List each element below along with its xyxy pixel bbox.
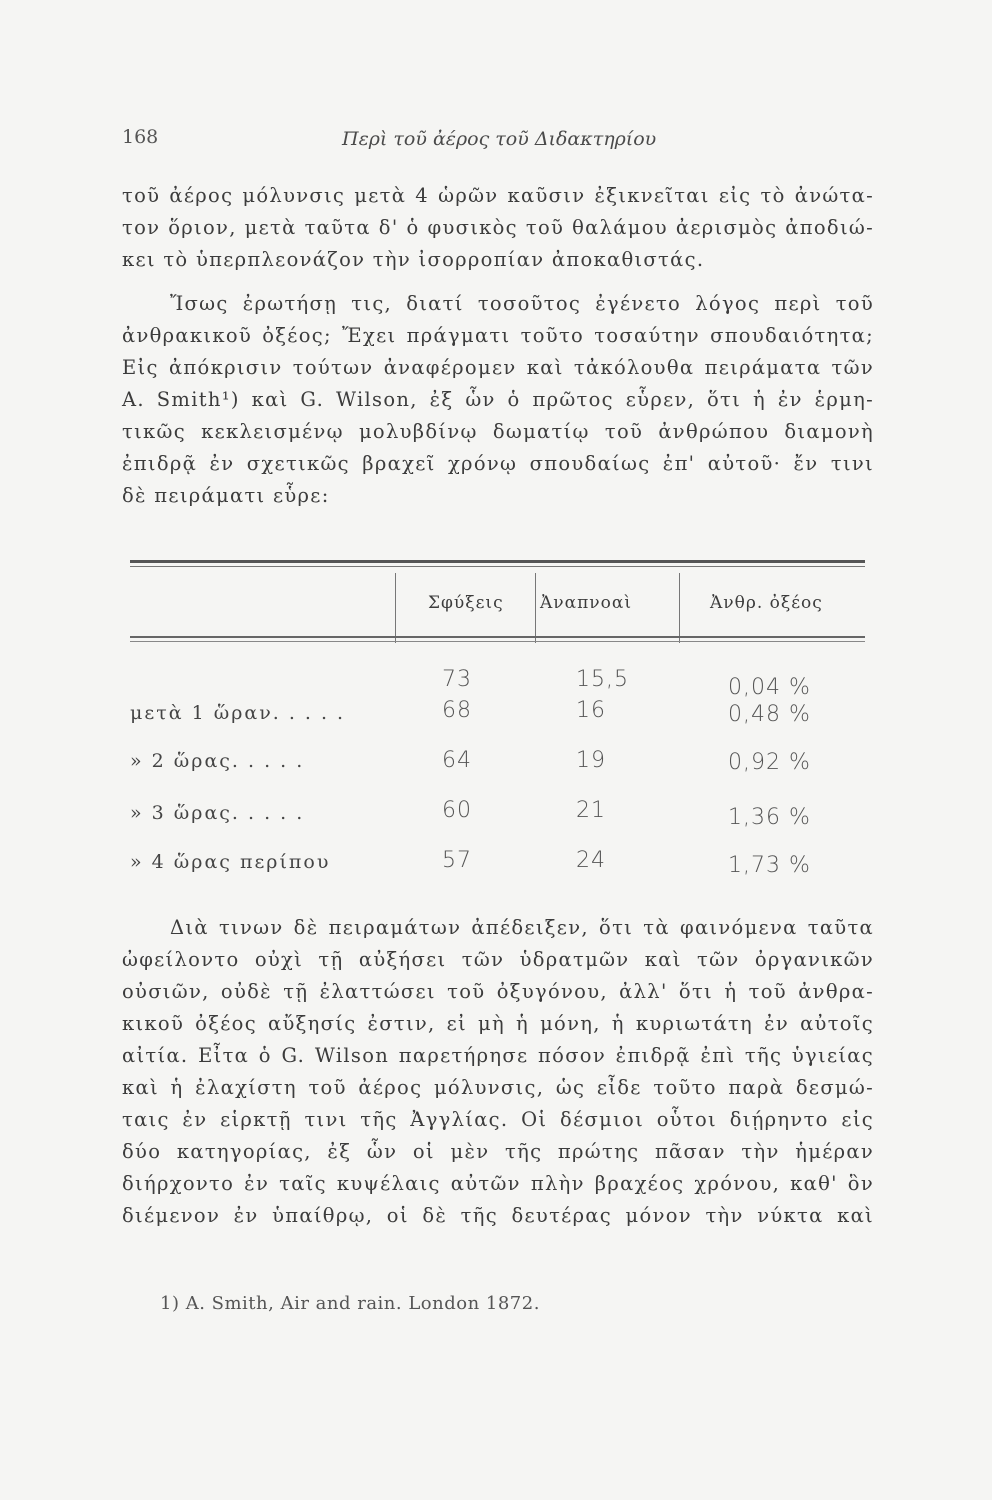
text-line: ὠφείλοντο οὐχὶ τῇ αὐξήσει τῶν ὑδρατμῶν καὶ τῶν ὀργανικῶν — [122, 948, 874, 971]
text-line: διέμενον ἐν ὑπαίθρῳ, οἱ δὲ τῆς δευτέρας μόνον τὴν νύκτα καὶ — [122, 1204, 874, 1227]
row-label: » 3 ὥρας. . . . . — [130, 802, 305, 824]
pulse-value: 73 — [442, 667, 472, 692]
text-line: αἰτία. Εἶτα ὁ G. Wilson παρετήρησε πόσον ἐπιδρᾷ ἐπὶ τῆς ὑγιείας — [122, 1044, 874, 1067]
pulse-value: 57 — [442, 848, 472, 873]
paragraph-1 — [122, 180, 874, 276]
table-rule — [130, 566, 865, 567]
pulse-value: 68 — [442, 698, 472, 723]
co2-value: 0,04 % — [728, 675, 811, 700]
paragraph-3 — [122, 912, 874, 1232]
text-line: οὐσιῶν, οὐδὲ τῇ ἐλαττώσει τοῦ ὀξυγόνου, ἀλλ' ὅτι ἡ τοῦ ἀνθρα- — [122, 980, 874, 1003]
column-divider — [535, 573, 536, 643]
breaths-value: 16 — [576, 698, 606, 723]
text-line: κει τὸ ὑπερπλεονάζον τὴν ἰσορροπίαν ἀποκαθιστάς. — [122, 248, 705, 271]
co2-value: 0,48 % — [728, 702, 811, 727]
footnote: 1) A. Smith, Air and rain. London 1872. — [160, 1293, 540, 1314]
breaths-value: 19 — [576, 748, 606, 773]
row-label: μετὰ 1 ὥραν. . . . . — [130, 702, 346, 724]
breaths-value: 24 — [576, 848, 606, 873]
data-table — [130, 555, 865, 895]
text-line: τοῦ ἀέρος μόλυνσις μετὰ 4 ὡρῶν καῦσιν ἐξικνεῖται εἰς τὸ ἀνώτα- — [122, 184, 874, 207]
text-line: Ἴσως ἐρωτήσῃ τις, διατί τοσοῦτος ἐγένετο λόγος περὶ τοῦ — [170, 292, 874, 315]
text-line: A. Smith¹) καὶ G. Wilson, ἐξ ὧν ὁ πρῶτος εὗρεν, ὅτι ἡ ἐν ἑρμη- — [122, 388, 874, 411]
breaths-value: 15,5 — [576, 667, 629, 692]
co2-value: 1,36 % — [728, 805, 811, 830]
text-line: τικῶς κεκλεισμένῳ μολυβδίνῳ δωματίῳ τοῦ ἀνθρώπου διαμονὴ — [122, 420, 874, 443]
co2-value: 1,73 % — [728, 853, 811, 878]
breaths-value: 21 — [576, 798, 606, 823]
pulse-value: 64 — [442, 748, 472, 773]
column-header-breaths: Ἀναπνοαὶ — [540, 593, 632, 613]
table-rule — [130, 560, 865, 563]
text-line: δὲ πειράματι εὗρε: — [122, 484, 330, 507]
column-header-pulse: Σφύξεις — [428, 593, 504, 613]
pulse-value: 60 — [442, 798, 472, 823]
text-line: ἀνθρακικοῦ ὀξέος; Ἔχει πράγματι τοῦτο τοσαύτην σπουδαιότητα; — [122, 324, 874, 347]
text-line: Εἰς ἀπόκρισιν τούτων ἀναφέρομεν καὶ τἀκόλουθα πειράματα τῶν — [122, 356, 874, 379]
table-rule — [130, 641, 865, 642]
text-line: διήρχοντο ἐν ταῖς κυψέλαις αὐτῶν πλὴν βραχέος χρόνου, καθ' ὃν — [122, 1172, 874, 1195]
column-divider — [395, 573, 396, 643]
text-line: δύο κατηγορίας, ἐξ ὧν οἱ μὲν τῆς πρώτης πᾶσαν τὴν ἡμέραν — [122, 1140, 874, 1163]
paragraph-2 — [122, 288, 874, 512]
text-line: ἐπιδρᾷ ἐν σχετικῶς βραχεῖ χρόνῳ σπουδαίως ἐπ' αὐτοῦ· ἔν τινι — [122, 452, 874, 475]
page-number: 168 — [122, 126, 159, 148]
row-label: » 2 ὥρας. . . . . — [130, 750, 305, 772]
text-line: κικοῦ ὀξέος αὔξησίς ἐστιν, εἰ μὴ ἡ μόνη, ἡ κυριωτάτη ἐν αὐτοῖς — [122, 1012, 874, 1035]
page-header — [122, 126, 862, 156]
text-line: καὶ ἡ ἐλαχίστη τοῦ ἀέρος μόλυνσις, ὡς εἶδε τοῦτο παρὰ δεσμώ- — [122, 1076, 874, 1099]
column-divider — [679, 573, 680, 643]
text-line: τον ὅριον, μετὰ ταῦτα δ' ὁ φυσικὸς τοῦ θαλάμου ἀερισμὸς ἀποδιώ- — [122, 216, 874, 239]
running-title: Περὶ τοῦ ἀέρος τοῦ Διδακτηρίου — [342, 128, 657, 150]
table-rule — [130, 636, 865, 638]
column-header-co2: Ἀνθρ. ὀξέος — [710, 593, 823, 613]
row-label: » 4 ὥρας περίπου — [130, 851, 331, 873]
text-line: ταις ἐν εἱρκτῇ τινι τῆς Ἀγγλίας. Οἱ δέσμιοι οὗτοι διῄρηντο εἰς — [122, 1108, 874, 1131]
co2-value: 0,92 % — [728, 750, 811, 775]
text-line: Διὰ τινων δὲ πειραμάτων ἀπέδειξεν, ὅτι τὰ φαινόμενα ταῦτα — [170, 916, 874, 939]
